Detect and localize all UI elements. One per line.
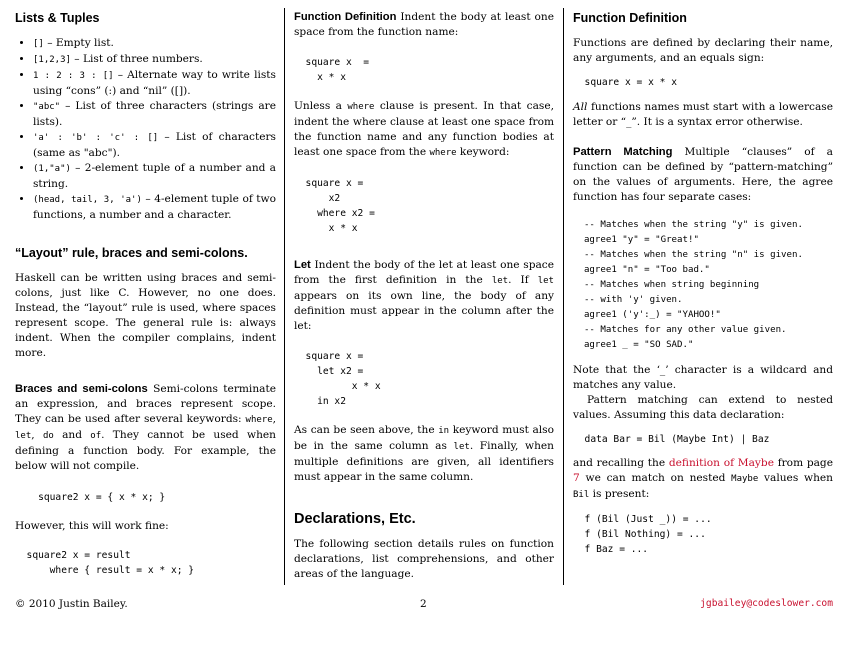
column-2: [294, 10, 554, 582]
all-paragraph: All functions names must start with a lowercase letter or “_”. It is a syntax error otherwise.: [573, 101, 833, 128]
list-item: • (1,"a") – 2-element tuple of a number and a string.: [33, 161, 276, 192]
lists-heading: Lists & Tuples: [15, 11, 100, 25]
list-item: • [] – Empty list.: [33, 36, 276, 52]
list-item: • (head, tail, 3, 'a') – 4-element tuple of two functions, a number and a character.: [33, 192, 276, 223]
list-item: • "abc" – List of three characters (strings are lists).: [33, 99, 276, 130]
page-7-link[interactable]: 7: [573, 472, 580, 484]
maybe-definition-link[interactable]: definition of Maybe: [668, 457, 774, 469]
pm-ext-paragraph: Pattern matching can extend to nested values. Assuming this data declaration:: [573, 394, 833, 421]
recall-paragraph: and recalling the definition of Maybe from page 7 we can match on nested Maybe values when Bil is present:: [573, 457, 833, 500]
code-block: square x = x * x: [573, 77, 677, 88]
pm-heading: Pattern Matching: [573, 146, 673, 158]
funcdef-heading: Function Definition: [294, 11, 397, 23]
column-divider-2: [563, 8, 564, 585]
braces-heading: Braces and semi-colons: [15, 383, 148, 395]
code-block: f (Bil (Just _)) = ... f (Bil Nothing) = ... f Baz = ...: [584, 514, 712, 555]
note-paragraph: Note that the ‘_’ character is a wildcard and matches any value.: [573, 364, 833, 391]
code-block: square x = let x2 = x * x in x2: [305, 351, 381, 407]
declarations-heading: Declarations, Etc.: [294, 511, 416, 527]
braces-paragraph: Braces and semi-colons Semi-colons terminate an expression, and braces represent scope. They can be used after several keywords: where, let, do and of. They cannot be used when defining a function body. For example, the below will not compile.: [15, 383, 276, 472]
asseen-paragraph: As can be seen above, the in keyword must also be in the same column as let. Finally, when multiple definitions are given, all identifiers must appear in the same column.: [294, 424, 554, 483]
code-block: square x = x2 where x2 = x * x: [305, 178, 375, 234]
list-item: • 'a' : 'b' : 'c' : [] – List of characters (same as "abc").: [33, 130, 276, 161]
funcdef-paragraph-2: Functions are defined by declaring their name, any arguments, and an equals sign:: [573, 37, 833, 64]
funcdef-paragraph: Function Definition Indent the body at least one space from the function name:: [294, 11, 554, 38]
declarations-paragraph: The following section details rules on function declarations, list comprehensions, and other areas of the language.: [294, 538, 554, 580]
code-block: -- Matches when the string "y" is given. agree1 "y" = "Great!" -- Matches when the string "n" is given. agree1 "n" = "Too bad." -- Matches when string beginning -- with 'y' given. agree1 ('y':_) = "YAHOO!" -- Matches for any other value given. agree1 _ = "SO SAD.": [583, 220, 803, 350]
page-number: 2: [420, 598, 427, 610]
let-heading: Let: [294, 259, 311, 271]
list-item: • 1 : 2 : 3 : [] – Alternate way to write lists using “cons” (:) and “nil” ([]).: [33, 68, 276, 99]
code-block: square2 x = result where { result = x * x; }: [26, 550, 195, 576]
list-item: • [1,2,3] – List of three numbers.: [33, 52, 276, 68]
however-text: However, this will work fine:: [15, 520, 169, 532]
code-block: square2 x = { x * x; }: [15, 492, 166, 503]
lists-list: [15, 36, 276, 223]
column-1: [15, 10, 276, 578]
let-paragraph: Let Indent the body of the let at least one space from the first definition in the let. If let appears on its own line, the body of any definition must appear in the column after the let:: [294, 259, 554, 332]
pm-paragraph: Pattern Matching Multiple “clauses” of a function can be defined by “pattern-matching” on the values of arguments. Here, the agree function has four separate cases:: [573, 146, 833, 203]
layout-heading: “Layout” rule, braces and semi-colons.: [15, 246, 248, 260]
copyright: © 2010 Justin Bailey.: [15, 598, 128, 610]
column-divider-1: [284, 8, 285, 585]
layout-paragraph: Haskell can be written using braces and semi-colons, just like C. However, no one does. Instead, the “layout” rule is used, where spaces represent scope. The general rule is: always indent. When the compiler complains, indent more.: [15, 272, 276, 359]
code-block: square x = x * x: [305, 57, 370, 83]
funcdef-heading-2: Function Definition: [573, 11, 687, 25]
code-block: data Bar = Bil (Maybe Int) | Baz: [573, 434, 770, 445]
unless-paragraph: Unless a where clause is present. In that case, indent the where clause at least one space from the function name and any function bodies at least one space from the where keyword:: [294, 100, 554, 158]
column-3: [573, 10, 833, 557]
email-link[interactable]: jgbailey@codeslower.com: [700, 598, 833, 609]
